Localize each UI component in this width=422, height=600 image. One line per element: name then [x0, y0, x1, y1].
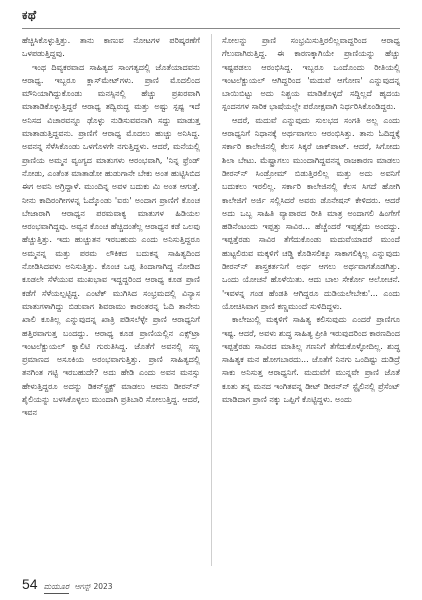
header-rule: [22, 28, 400, 29]
paragraph: ಇಂಥ ದಿವ್ಯಕರವಾದ ಸಾಹಿತ್ಯದ ಸಾಂಗತ್ಯದಲ್ಲಿ ಜೊತೆಯಾದವನು ಆರಾಧ್ಯ. ಇಬ್ಬರೂ ಕ್ಲಾಸ್‌ಮೇಟ್‌ಗಳು. ಪ್ರಾಣಿ ಮೊದಲಿಂದ ಮೌನಿಯಾಗಿದ್ದುಕೊಂಡು ಮನಸ್ಸಿನಲ್ಲಿ ಹೆಚ್ಚು ಪ್ರಖರವಾಗಿ ಮಾತಾಡಿಕೊಳ್ಳುತ್ತಿದ್ದರೆ ಆರಾಧ್ಯ ತದ್ವಿರುದ್ಧ ಮತ್ತು ಅಷ್ಟು ಸ್ಪಷ್ಟ ಇದೆ ಅನಿಸದ ವಿಚಾರವನ್ನೂ ಢೊಳ್ಳು ನುಡಿಸುವವನಾಗಿ ಸದ್ದು ಮಾಡುತ್ತ ಮಾತಾಡುತ್ತಿದ್ದವನು. ಪ್ರಾಣಿಗೆ ಆರಾಧ್ಯ ಮೊದಲು ಹುಚ್ಚು ಅನಿಸಿದ್ದ. ಅವನನ್ನ ಸೆಳೆಸಿಕೊಂಡು ಒಳಗೊಳಗೇ ನಗುತ್ತಿದ್ದಳು. ಆದರೆ, ಮನೆಯಲ್ಲಿ ಪ್ರಾಣಿಯ ಅಮ್ಮನ ವ್ಯಂಗ್ಯದ ಮಾತುಗಳು ಆರಂಭವಾಗಿ, 'ನಿನ್ನ ಫ್ರೆಂಡ್ ನೋಡು, ಎಂತೆಂತ ಮಾತಾಡೋ ಹುಡುಗಾನೇ ಬೇಕು ಅಂತ ಹುಟ್ಟಿಸಿಬಿದ ಈಗ ಅವನಿ ಅಗ್ರಿದ್ದಾಳೆ. ಮುಂದಿನ್ನ ಅವಳ ಬದುಕು ಮಿ ಅಂತ ಆಗುತ್ತೆ. ನೀನು ಕಾದಿರಂಗೀಗಳನ್ನ ಓದ್ಕೊಂಡು 'ಐರು' ಅಂದಾಗ ಪ್ರಾಣಿಗೆ ಕೊಂಚ ಬೇಜಾರಾಗಿ ಆರಾಧ್ಯನ ಪರಮವಾಕ್ಯ ಮಾತುಗಳ ಹಿಡಿಯಲ ಆರಂಭವಾಗಿದ್ದವು. ಅವ್ವನ ಕೊಂಚ ಹೆಚ್ಚಿದಂತೆಲ್ಲ ಆರಾಧ್ಯನ ಕಡೆ ಒಲವು ಹೆಚ್ಚುತ್ತಿತ್ತು. ಇದು ಹುಚ್ಚುತನ ಇರಬಹುದು ಎಂದು ಅನಿಸುತ್ತಿದ್ದರೂ ಅಮ್ಮನನ್ನ ಮತ್ತು ಪರಮ ಲೌಕಿಕದ ಬದುಕನ್ನ ಸಾಹಿತ್ಯದಿಂದ ನೋಡಿಸಿದವಳು ಅನಿಸುತ್ತಿತ್ತು. ಕೊಂಚ ಒಪ್ಪ ತಿಂದಾಗಾಗಿದ್ದ ನೋಡಿದ ಕೂಡಲೇ ಸೆಳೆಯುವ ಮುಖಭಾವ ಇದ್ದದ್ದರಿಂದ ಆರಾಧ್ಯ ಕೂಡ ಪ್ರಾಣಿ ಕಡೆಗೆ ಸೆಳೆಯಲ್ಪಟ್ಟಿದ್ದ. ಎಂಟೆಕ್ ಮುಗಿಸಿದ ಸಂಭ್ರಮದಲ್ಲಿ ವಿನ್ಯಾಸ ಮಾತುಗಳಾಗಿದ್ದು ಬಿಡುವಾಗ ಶಿವರಾಮು ಕಾರಂತರನ್ನ ಓದಿ ತಾನೇನು ಖಾಲಿ ಕೂತಿಲ್ಲ ಎನ್ನುವುದನ್ನ ಖಾತ್ರಿ ಪಡಿಸಲೆಳ್ಳೇ ಪ್ರಾಣಿ ಆರಾಧ್ಯನಿಗೆ ಹತ್ತಿರವಾಗುತ್ತ ಬಂದದ್ದು. ಆರಾಧ್ಯ ಕೂಡ ಪ್ರಾಣಿಯಲ್ಲಿನ ಎಕ್ಸ್‌ಟ್ರಾ ಇಂಟಲೆಕ್ಚುಯಲ್ ಕ್ವಾಲಿಟಿ ಗುರುತಿಸಿದ್ದ. ಜೊತೆಗೆ ಅವನಲ್ಲಿ ಸಣ್ಣ ಪ್ರಮಾಣದ ಅಸೂಕಿಯ ಅರಂಭವಾಗುತ್ತಿತ್ತು. ಪ್ರಾಣಿ ಸಾಹಿತ್ಯದಲ್ಲಿ ತನಗಿಂತ ಗಟ್ಟಿ ಇರಬಹುದೇ? ಅದು ಹೇಡಿ ಎಂದು ಅವನ ಮನಸ್ಸು ಹೇಳುತ್ತಿದ್ದರೂ ಅದನ್ನು ಡಿಕನ್‌ಸ್ಟ್ರಕ್ಟ್ ಮಾಡಲು ಆವನು ಡೀರನ್‌ನ್ ಶೈಲಿಯನ್ನು ಬಳಸಿಕೊಳ್ಳಲು ಮುಂದಾಗಿ ಪ್ರತಿಬಾರಿ ಸೋಲುತ್ತಿದ್ದ. ಆದರೆ, ಇವನ: [22, 61, 200, 418]
magazine-name: ಮಯೂರ: [44, 582, 70, 594]
paragraph: ಕಾಲೇಜುಲ್ಲಿ ಮಕ್ಕಳಿಗೆ ಸಾಹಿತ್ಯ ಕಲಿಸುವುದು ಎಂದರೆ ಪ್ರಾಣಿಗೂ ಇಷ್ಟ. ಆದರೆ, ಅವಳು ಶುದ್ಧ ಸಾಹಿತ್ಯ ಪ್ರೀತಿ ಇರುವುದರಿಂದ ಕಾರಣದಿಂದ ಇಪ್ಪತ್ತೆರಡು ಸಾವಿರದ ಮಾತಿಲ್ಲ ಗಣನಿಗೆ ತೆಗೆದುಕೊಳ್ಳೋದಿಲ್ಲ. ಶುದ್ಧ ಸಾಹಿತ್ಯಕ ಮನ ಹೋಗಬಾರದು... ಜೊತೆಗೆ ನಿನಗು ಒಂದಿಷ್ಟು ದುಡಿದ್ರೆ ಸಾಕು ಅನಿಸುತ್ತ ಆರಾಧ್ಯನಿಗೆ. ಮದುವೆಗೆ ಮುನ್ನವೇ ಪ್ರಾಣಿ ಜೊತೆ ಕೂತು ತನ್ನ ಮನದ ಇಂಗಿತವನ್ನ ಡೀಟ್ ಡೀರನ್‌ನ್ ಸ್ಟೈಲಿನಲ್ಲಿ ಪ್ರೆಸೆಂಟ್ ಮಾಡಿದಾಗ ಪ್ರಾಣಿ ನಕ್ಕು ಒಪ್ಪಿಗೆ ಕೊಟ್ಟಿದ್ದಳು. ಅಂದು: [222, 314, 400, 405]
paragraph: ಆದರೆ, ಮದುವೆ ಎನ್ನುವುದು ಸುಲಭದ ಸಂಗತಿ ಅಲ್ಲ ಎಂದು ಆರಾಧ್ಯನಿಗೆ ನಿಧಾನಕ್ಕೆ ಅರ್ಥವಾಗಲು ಆರಂಭಿಸಿತ್ತು. ತಾನು ಓದಿದ್ದಕ್ಕೆ ಸರ್ಕಾರಿ ಕಾಲೇಜಿನಲ್ಲಿ ಕೆಲಸ ಸಿಕ್ಕರೆ ಜಾಕ್‌ಪಾಟ್. ಆದರೆ, ಸಿಗೋದು ಶಿಲಾ ಬೇಟು. ಮೆಷ್ಟ್ರಾಗಲು ಮುಂದಾಗಿದ್ದವನನ್ನ ರಾಜಕಾರಣ ಮಾಡಲು ಡೀರನ್‌ನ್ ಸಿಂಡ್ರೋಮ್ ಬಿಡುತ್ತಿರಲಿಲ್ಲ ಮತ್ತು ಅದು ಅವನಿಗೆ ಬದುಕಲು ಇರಲಿಲ್ಲ. ಸರ್ಕಾರಿ ಕಾಲೇಜಿನಲ್ಲಿ ಕೆಲಸ ಸಿಗದೆ ಹೋಗಿ ಕಾಲೇಜಿಗೆ ಅರ್ಜಿ ಸಲ್ಲಿಸಿದರೆ ಅವರು ಡೊನೇಷನ್ ಕೇಳಿದರು. ಆದರೆ ಅದು ಒಬ್ಬ ಸಾಹಿತಿ ವ್ಯಾಪಾರದ ರೀತಿ ಮಾತ್ರ ಅಂದಾಗಲಿ ಹಿಂಗೇಗೆ ಹಡಿನೆಂಟಂದು ಇಪ್ಪತ್ತು ಸಾವಿರ... ಹೆಚ್ಚೆಂದರೆ ಇಪ್ಪತ್ತೈದು ಅಂದದ್ದು. ಇಪ್ಪತ್ತೆರಡು ಸಾವಿರ ತೆಗೆದುಕೊಂಡು ಮದುವೆಯಾದರೆ ಮುಂದೆ ಹುಟ್ಟಲಿರುವ ಮಕ್ಕಳಿಗೆ ಚಡ್ಡಿ ಕೊಡಿಸಲಿಕ್ಕೂ ಸಾಕಾಗಲಿಕ್ಕಿಲ್ಲ ಎನ್ನುವುದು ಡೀರನ್‌ನ್ ಶಾಸ್ತ್ರಕರ್ತನಿಗೆ ಅರ್ಥ ಆಗಲು ಅರ್ಥವಾಗತೊಡಗಿತ್ತು. ಒಂದು ಯೋಚನೆ ಹೊಳೆಯಿತು. ಆದು ಬಾಲ ಸೇರ್ಕೋ ಆಲೋಚನೆ. 'ಇವಳನ್ನ ಗಂಡ ಹೆಂಡತಿ ಆಗಿದ್ದರೂ ದುಡಿಯಲೇಬೇಕು'... ಎಂದು ಯೋಚಿಸಿವಾಗ ಪ್ರಾಣಿ ಕಣ್ಣಮುಂದೆ ಸುಳಿದಿದ್ದಳು.: [222, 114, 400, 311]
page-footer: [22, 576, 113, 594]
issue-date: ಆಗಸ್ಟ್ 2023: [75, 582, 113, 591]
left-column: [22, 34, 200, 420]
paragraph: ಹೆಚ್ಚಿಸಿಕೊಳ್ಳುತ್ತಿತ್ತು. ತಾನು ಕಾಣುವ ನೋಟಗಳ ಪರಿಷ್ಕರಣೆಗೆ ಒಳಪಡುತ್ತಿದ್ದವು.: [22, 35, 200, 59]
page-number: 54: [22, 576, 38, 592]
paragraph: ಸೋಲನ್ನು ಪ್ರಾಣಿ ಸಂಭ್ರಮಿಸುತ್ತಿರಲಿಲ್ಲವಾದ್ದರಿಂದ ಆರಾಧ್ಯ ಗೆಲುವಾಗಿರುತ್ತಿದ್ದ. ಈ ಕಾರಣಕ್ಕಾಗಿಯೇ ಪ್ರಾಣಿಯನ್ನು ಹೆಚ್ಚು ಇಷ್ಟಪಡಲು ಆರಂಭಿಸಿದ್ದ. ಇಬ್ಬರೂ ಒಂದೊಂದು ರೀತಿಯಲ್ಲಿ ಇಂಟಲೆಕ್ಚುಯಲ್ ಆಗಿದ್ದರಿಂದ 'ಮದುವೆ ಆಗೋಣ' ಎನ್ನುವುದನ್ನ ಬಾಯಿಬಿಟ್ಟು ಅದು ನಿಶ್ಚಯ ಮಾಡಿಕೊಳ್ಳದೆ ಸದ್ದಿಲ್ಲದೆ ಹೃದಯ ಸ್ಪಂದನಗಳ ಸಾರಿಕ ಭಾಷೆಯಲ್ಲೇ ಪರೋಕ್ಷವಾಗಿ ನಿರ್ಧರಿಸಿಕೊಂಡಿದ್ದರು.: [222, 35, 400, 112]
column-divider: [211, 34, 212, 566]
section-title: ಕಥೆ: [22, 8, 37, 22]
right-column: [222, 34, 400, 406]
